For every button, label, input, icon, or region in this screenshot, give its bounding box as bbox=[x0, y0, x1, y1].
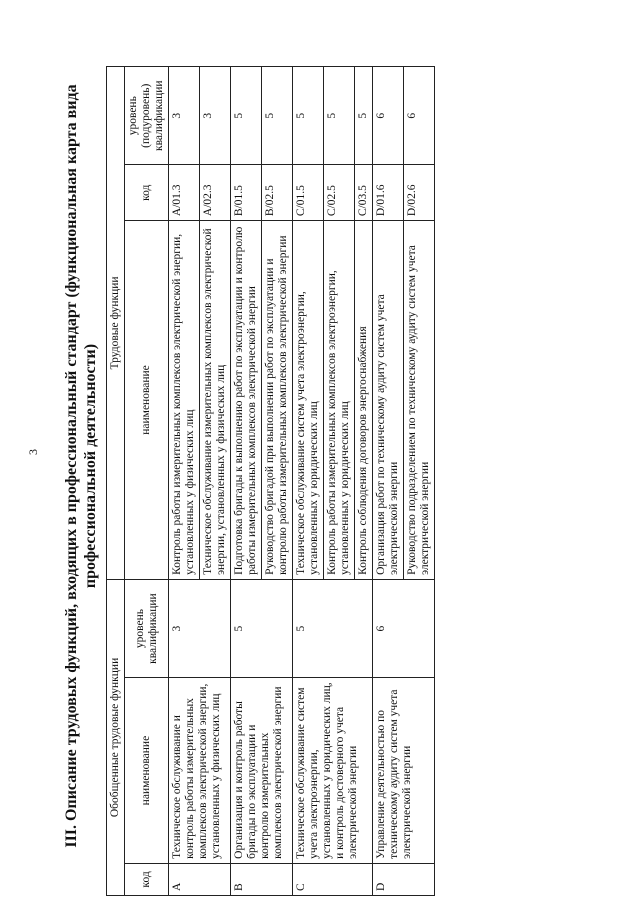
tf-name: Организация работ по техническому аудиту систем учета электрической энергии bbox=[373, 221, 404, 580]
gtf-level: 5 bbox=[293, 579, 373, 677]
header-tf-code: код bbox=[125, 165, 169, 221]
gtf-name: Техническое обслуживание систем учета электроэнергии, установленных у юридических лиц, и контроль достоверного учета электрической энергии bbox=[293, 678, 373, 864]
header-code: код bbox=[125, 863, 169, 895]
functional-map-table bbox=[106, 66, 435, 896]
tf-code: B/01.5 bbox=[231, 165, 262, 221]
tf-code: D/01.6 bbox=[373, 165, 404, 221]
tf-level: 3 bbox=[169, 67, 200, 165]
tf-name: Подготовка бригады к выполнению работ по эксплуатации и контролю работы измерительных комплексов электрической энергии bbox=[231, 221, 262, 580]
rotated-page-content bbox=[62, 36, 622, 896]
tf-code: D/02.6 bbox=[404, 165, 435, 221]
header-level: уровень квалификации bbox=[125, 579, 169, 677]
table-row bbox=[373, 67, 404, 896]
gtf-name: Управление деятельностью по техническому аудиту систем учета электрической энергии bbox=[373, 678, 435, 864]
tf-code: C/01.5 bbox=[293, 165, 324, 221]
tf-level: 5 bbox=[262, 67, 293, 165]
section-title bbox=[62, 36, 100, 896]
tf-name: Техническое обслуживание измерительных комплексов электрической энергии, установленных у физических лиц bbox=[200, 221, 231, 580]
tf-level: 5 bbox=[355, 67, 373, 165]
header-tf-level: уровень (подуровень) квалификации bbox=[125, 67, 169, 165]
page-number: 3 bbox=[26, 449, 40, 455]
gtf-name: Организация и контроль работы бригады по эксплуатации и контролю измерительных комплексов электрической энергии bbox=[231, 678, 293, 864]
header-generalized-functions: Обобщенные трудовые функции bbox=[107, 579, 125, 895]
table-row bbox=[231, 67, 262, 896]
gtf-level: 6 bbox=[373, 579, 435, 677]
tf-code: B/02.5 bbox=[262, 165, 293, 221]
tf-level: 3 bbox=[200, 67, 231, 165]
title-line-2: профессиональной деятельности) bbox=[82, 343, 99, 589]
tf-name: Руководство подразделением по техническому аудиту систем учета электрической энергии bbox=[404, 221, 435, 580]
gtf-name: Техническое обслуживание и контроль работы измерительных комплексов электрической энергии, установленных у физических лиц bbox=[169, 678, 231, 864]
header-tf-name: наименование bbox=[125, 221, 169, 580]
tf-name: Техническое обслуживание систем учета электроэнергии, установленных у юридических лиц bbox=[293, 221, 324, 580]
title-line-1: III. Описание трудовых функций, входящих в профессиональный стандарт (функциональная карта вида bbox=[63, 84, 80, 848]
tf-level: 5 bbox=[231, 67, 262, 165]
tf-code: C/03.5 bbox=[355, 165, 373, 221]
gtf-code: A bbox=[169, 863, 231, 895]
tf-level: 5 bbox=[293, 67, 324, 165]
header-name: наименование bbox=[125, 678, 169, 864]
gtf-level: 5 bbox=[231, 579, 293, 677]
tf-level: 5 bbox=[324, 67, 355, 165]
tf-name: Руководство бригадой при выполнении работ по эксплуатации и контролю работы измерительных комплексов электрической энергии bbox=[262, 221, 293, 580]
gtf-code: D bbox=[373, 863, 435, 895]
tf-code: C/02.5 bbox=[324, 165, 355, 221]
tf-name: Контроль работы измерительных комплексов электрической энергии, установленных у физических лиц bbox=[169, 221, 200, 580]
header-labor-functions: Трудовые функции bbox=[107, 67, 125, 580]
tf-name: Контроль работы измерительных комплексов электроэнергии, установленных у юридических лиц bbox=[324, 221, 355, 580]
tf-code: A/02.3 bbox=[200, 165, 231, 221]
tf-level: 6 bbox=[373, 67, 404, 165]
gtf-code: C bbox=[293, 863, 373, 895]
table-row bbox=[169, 67, 200, 896]
tf-name: Контроль соблюдения договоров энергоснабжения bbox=[355, 221, 373, 580]
gtf-code: B bbox=[231, 863, 293, 895]
tf-level: 6 bbox=[404, 67, 435, 165]
table-row bbox=[293, 67, 324, 896]
gtf-level: 3 bbox=[169, 579, 231, 677]
tf-code: A/01.3 bbox=[169, 165, 200, 221]
